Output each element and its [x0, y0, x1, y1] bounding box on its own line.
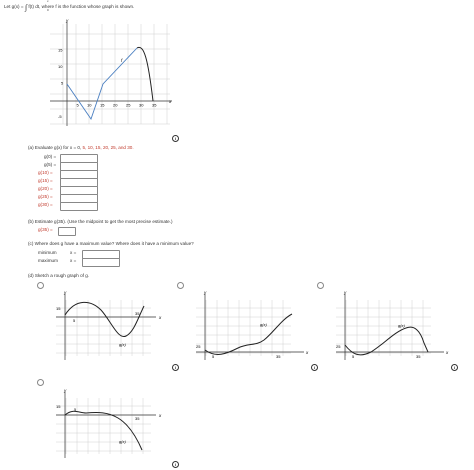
g-curve-label: g(x): [119, 342, 126, 347]
statement-lead: Let g(x) =: [4, 4, 24, 9]
tick-y2: 5: [73, 318, 76, 323]
g35-input[interactable]: [58, 227, 76, 236]
maximum-x-eq: x =: [70, 258, 77, 263]
info-icon[interactable]: i: [451, 364, 458, 371]
integral-lower: 0: [47, 8, 49, 12]
g-curve-label: g(x): [119, 439, 126, 444]
info-icon[interactable]: i: [311, 364, 318, 371]
option-4-graph: [46, 386, 172, 466]
option-2-graph: [186, 288, 312, 368]
tick-x1: 5: [352, 354, 355, 359]
maximum-label: maximum: [38, 258, 58, 263]
x-label: x: [159, 315, 162, 320]
g-curve-label: g(x): [398, 323, 405, 328]
tick-x: 35: [416, 354, 421, 359]
g30-input[interactable]: [60, 202, 98, 211]
tick-x: 35: [276, 354, 281, 359]
minimum-label: minimum: [38, 250, 57, 255]
x-label: x: [306, 350, 309, 355]
statement-integrand: f(t) dt, where f is the function whose graph is shown.: [28, 4, 135, 9]
g20-label: g(20) =: [38, 186, 53, 191]
tick-y: 15: [56, 306, 61, 311]
option-3-graph: [326, 288, 452, 368]
g15-label: g(15) =: [38, 178, 53, 183]
x-label: x: [159, 413, 162, 418]
tick-x: 35: [135, 416, 140, 421]
minimum-x-eq: x =: [70, 250, 77, 255]
x-tick-30: 30: [139, 102, 144, 108]
x-tick-35: 35: [152, 102, 157, 108]
x-tick-25: 25: [126, 102, 131, 108]
y-label: y: [64, 290, 67, 295]
grid: [50, 24, 170, 124]
problem-statement: [4, 1, 134, 10]
tick-x1: 5: [212, 354, 215, 359]
x-tick-15: 15: [100, 102, 105, 108]
g-curve-label: g(x): [260, 322, 267, 327]
integral-upper: x: [47, 0, 49, 3]
y-label: y: [204, 290, 207, 295]
g30-label: g(30) =: [38, 202, 53, 207]
maximum-input[interactable]: [82, 258, 120, 267]
option-1-graph: [46, 288, 172, 368]
tick-y: 25: [196, 344, 201, 349]
part-a-prompt: (a) Evaluate g(x) for x = 0, 5, 10, 15, 20, 25, and 30.: [28, 145, 134, 150]
tick-y: 15: [56, 404, 61, 409]
y-label: y: [64, 388, 67, 393]
x-axis-label: x: [169, 99, 172, 104]
y-label: y: [344, 290, 347, 295]
option-2-radio[interactable]: [177, 282, 184, 289]
part-d-prompt: (d) Sketch a rough graph of g.: [28, 273, 90, 278]
g0-label: g(0) =: [44, 154, 57, 159]
f-curve-arc: [137, 47, 153, 101]
g-curve: [345, 327, 428, 355]
integral-sign: ∫: [24, 3, 28, 12]
g25-label: g(25) =: [38, 194, 53, 199]
y-tick-5: 5: [61, 80, 64, 86]
info-icon[interactable]: i: [172, 364, 179, 371]
x-label: x: [446, 350, 449, 355]
part-b-prompt: (b) Estimate g(35). (Use the midpoint to get the most precise estimate.): [28, 219, 173, 224]
info-icon[interactable]: i: [172, 135, 179, 142]
tick-y2: 5: [74, 407, 77, 412]
g5-label: g(5) =: [44, 162, 57, 167]
x-tick-20: 20: [113, 102, 118, 108]
g-curve: [205, 314, 292, 354]
x-tick-5: 5: [76, 102, 79, 108]
g-curve: [65, 411, 142, 450]
option-1-radio[interactable]: [37, 282, 44, 289]
option-3-radio[interactable]: [317, 282, 324, 289]
tick-y: 25: [336, 344, 341, 349]
y-tick-10: 10: [58, 64, 63, 69]
x-tick-10: 10: [87, 102, 92, 108]
f-graph: [30, 14, 180, 134]
g10-label: g(10) =: [38, 170, 53, 175]
y-tick-neg5: -5: [58, 114, 62, 119]
f-curve-label: f: [121, 58, 123, 63]
option-4-radio[interactable]: [37, 379, 44, 386]
tick-x: 35: [135, 311, 140, 316]
y-tick-15: 15: [58, 47, 63, 53]
info-icon[interactable]: i: [172, 461, 179, 468]
y-axis-label: y: [66, 18, 69, 23]
part-c-prompt: (c) Where does g have a maximum value? Where does it have a minimum value?: [28, 241, 194, 246]
g35-label: g(35) =: [38, 227, 53, 232]
